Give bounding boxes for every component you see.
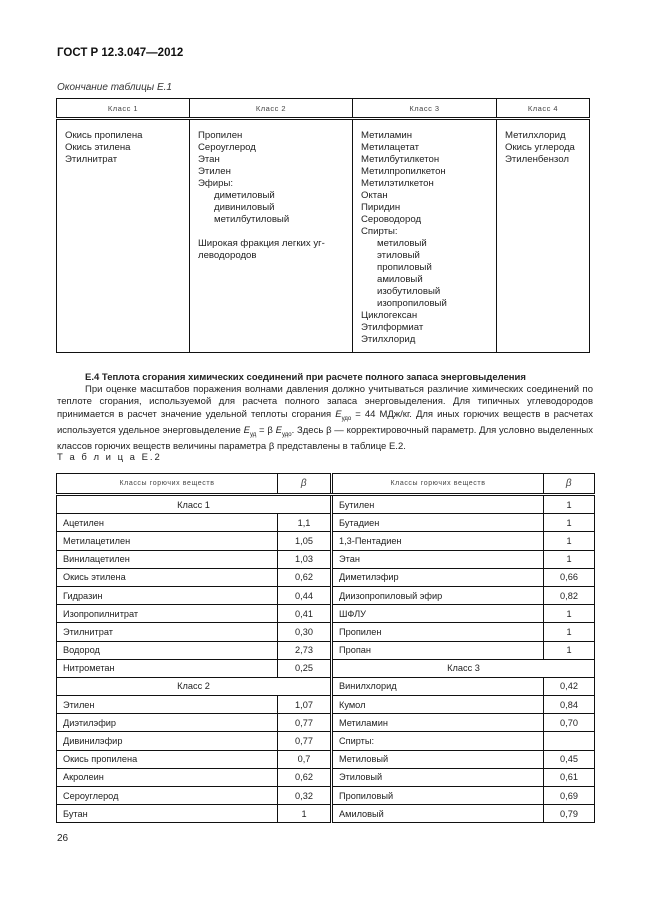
text: . Здесь β — корректировочный параметр. Для условно выделенных классов горючих веществ величины параметра β представлены в таблице Е.2. bbox=[57, 424, 594, 452]
substance-name: Диизопропиловый эфир bbox=[332, 586, 544, 604]
substance-name: Винилацетилен bbox=[57, 550, 278, 568]
substance-name: Окись пропилена bbox=[57, 750, 278, 768]
beta-value: 1 bbox=[544, 550, 595, 568]
beta-value: 2,73 bbox=[278, 641, 332, 659]
substance-item: Окись этилена bbox=[65, 142, 131, 153]
substance-item: Метилбутилкетон bbox=[361, 154, 440, 165]
column-header: Класс 1 bbox=[57, 99, 190, 119]
table-row bbox=[57, 805, 595, 823]
substance-item: Эфиры: bbox=[198, 178, 234, 189]
substance-item: леводородов bbox=[198, 250, 257, 261]
beta-value: 1 bbox=[544, 623, 595, 641]
substance-item: Этиленбензол bbox=[505, 154, 569, 165]
substance-item: Циклогексан bbox=[361, 310, 418, 321]
section-paragraph bbox=[57, 384, 593, 453]
page-number: 26 bbox=[57, 833, 69, 844]
substance-name: Этиловый bbox=[332, 768, 544, 786]
substance-item: изобутиловый bbox=[377, 286, 441, 297]
substance-item: метилбутиловый bbox=[214, 214, 290, 225]
subscript: удо bbox=[281, 431, 292, 438]
beta-value: 0,82 bbox=[544, 586, 595, 604]
beta-value: 0,69 bbox=[544, 787, 595, 805]
substance-name: Пропан bbox=[332, 641, 544, 659]
substance-name: Спирты: bbox=[332, 732, 544, 750]
table-row bbox=[57, 495, 595, 514]
table-row bbox=[57, 605, 595, 623]
column-header: β bbox=[544, 474, 595, 495]
substance-name: Метиловый bbox=[332, 750, 544, 768]
table-e1 bbox=[56, 98, 590, 353]
table-row bbox=[57, 677, 595, 695]
text: = 44 МДж/кг. Для иных горючих веществ в расчетах используется удельное энерговыделение bbox=[57, 408, 593, 436]
symbol: E bbox=[275, 424, 282, 436]
column-header: Классы горючих веществ bbox=[57, 474, 278, 495]
substance-item: Октан bbox=[361, 190, 388, 201]
table-row bbox=[57, 514, 595, 532]
beta-value: 0,84 bbox=[544, 696, 595, 714]
beta-value: 1,03 bbox=[278, 550, 332, 568]
text: = β bbox=[256, 424, 276, 436]
symbol: E bbox=[243, 424, 250, 436]
beta-value: 0,70 bbox=[544, 714, 595, 732]
beta-value: 1,07 bbox=[278, 696, 332, 714]
substance-item: Этан bbox=[198, 154, 220, 165]
beta-value: 1,05 bbox=[278, 532, 332, 550]
beta-value: 0,45 bbox=[544, 750, 595, 768]
substance-item: Этилнитрат bbox=[65, 154, 118, 165]
substance-name: Изопропилнитрат bbox=[57, 605, 278, 623]
substance-item: Окись углерода bbox=[505, 142, 575, 153]
column-header: Классы горючих веществ bbox=[332, 474, 544, 495]
beta-value: 0,77 bbox=[278, 714, 332, 732]
column-header: Класс 3 bbox=[353, 99, 497, 119]
substance-item: метиловый bbox=[377, 238, 427, 249]
table-row bbox=[57, 568, 595, 586]
table-row bbox=[57, 641, 595, 659]
beta-value: 0,62 bbox=[278, 568, 332, 586]
substance-name: Пропиловый bbox=[332, 787, 544, 805]
substance-item: дивиниловый bbox=[214, 202, 275, 213]
substance-item: Метилхлорид bbox=[505, 130, 566, 141]
substance-item: пропиловый bbox=[377, 262, 432, 273]
substance-item: диметиловый bbox=[214, 190, 275, 201]
section-heading: Е.4 Теплота сгорания химических соединений при расчете полного запаса энерговыделения bbox=[85, 372, 526, 383]
substance-name: Этан bbox=[332, 550, 544, 568]
beta-value: 1 bbox=[544, 532, 595, 550]
subscript: удо bbox=[341, 415, 352, 422]
subscript: уд bbox=[249, 431, 257, 438]
beta-value: 1 bbox=[544, 495, 595, 514]
substance-name: Диэтилэфир bbox=[57, 714, 278, 732]
substance-item bbox=[198, 226, 352, 238]
beta-value: 0,44 bbox=[278, 586, 332, 604]
substance-item: Пиридин bbox=[361, 202, 401, 213]
substance-name: Окись этилена bbox=[57, 568, 278, 586]
document-header: ГОСТ Р 12.3.047—2012 bbox=[57, 47, 184, 59]
column-header: Класс 2 bbox=[190, 99, 353, 119]
substance-item: Метиламин bbox=[361, 130, 413, 141]
beta-value: 0,79 bbox=[544, 805, 595, 823]
substance-name: Ацетилен bbox=[57, 514, 278, 532]
substance-item: Окись пропилена bbox=[65, 130, 143, 141]
beta-value: 0,61 bbox=[544, 768, 595, 786]
substance-name: Гидразин bbox=[57, 586, 278, 604]
beta-value: 1 bbox=[544, 514, 595, 532]
column-header: β bbox=[278, 474, 332, 495]
table-row bbox=[57, 550, 595, 568]
substance-name: 1,3-Пентадиен bbox=[332, 532, 544, 550]
symbol: E bbox=[335, 408, 342, 420]
substance-item: изопропиловый bbox=[377, 298, 447, 309]
substance-item: Сероуглерод bbox=[198, 142, 256, 153]
beta-value: 0,25 bbox=[278, 659, 332, 677]
beta-value: 0,42 bbox=[544, 677, 595, 695]
substance-name: ШФЛУ bbox=[332, 605, 544, 623]
substance-name: Этилнитрат bbox=[57, 623, 278, 641]
table-row bbox=[57, 750, 595, 768]
beta-value: 1 bbox=[278, 805, 332, 823]
table-row bbox=[57, 659, 595, 677]
substance-item: Пропилен bbox=[198, 130, 243, 141]
table-row bbox=[57, 532, 595, 550]
substance-name: Дивинилэфир bbox=[57, 732, 278, 750]
substance-name: Метиламин bbox=[332, 714, 544, 732]
substance-item: амиловый bbox=[377, 274, 423, 285]
table-e2 bbox=[56, 473, 595, 823]
substance-name: Бутан bbox=[57, 805, 278, 823]
substance-name: Пропилен bbox=[332, 623, 544, 641]
beta-value bbox=[544, 732, 595, 750]
table-cell bbox=[353, 119, 497, 353]
table-e1-caption: Окончание таблицы Е.1 bbox=[57, 82, 172, 93]
class-heading: Класс 1 bbox=[57, 495, 332, 514]
beta-value: 1,1 bbox=[278, 514, 332, 532]
substance-name: Диметилэфир bbox=[332, 568, 544, 586]
class-heading: Класс 3 bbox=[332, 659, 595, 677]
substance-item: Этилформиат bbox=[361, 322, 424, 333]
substance-item: Широкая фракция легких уг- bbox=[198, 238, 325, 249]
substance-name: Водород bbox=[57, 641, 278, 659]
substance-name: Этилен bbox=[57, 696, 278, 714]
table-cell bbox=[497, 119, 590, 353]
substance-item: Сероводород bbox=[361, 214, 422, 225]
substance-item: Метилацетат bbox=[361, 142, 420, 153]
substance-item: Метилэтилкетон bbox=[361, 178, 434, 189]
table-row bbox=[57, 732, 595, 750]
beta-value: 0,30 bbox=[278, 623, 332, 641]
table-row bbox=[57, 623, 595, 641]
beta-value: 0,62 bbox=[278, 768, 332, 786]
substance-name: Винилхлорид bbox=[332, 677, 544, 695]
substance-name: Акролеин bbox=[57, 768, 278, 786]
class-heading: Класс 2 bbox=[57, 677, 332, 695]
section-e4 bbox=[57, 372, 593, 453]
substance-name: Сероуглерод bbox=[57, 787, 278, 805]
substance-name: Бутилен bbox=[332, 495, 544, 514]
table-row bbox=[57, 586, 595, 604]
table-cell bbox=[190, 119, 353, 353]
substance-name: Нитрометан bbox=[57, 659, 278, 677]
substance-item: Этилхлорид bbox=[361, 334, 416, 345]
table-row bbox=[57, 768, 595, 786]
beta-value: 0,7 bbox=[278, 750, 332, 768]
table-row bbox=[57, 714, 595, 732]
substance-item: Метилпропилкетон bbox=[361, 166, 446, 177]
table-cell bbox=[57, 119, 190, 353]
substance-item: Спирты: bbox=[361, 226, 398, 237]
table-row bbox=[57, 696, 595, 714]
beta-value: 1 bbox=[544, 605, 595, 623]
substance-name: Метилацетилен bbox=[57, 532, 278, 550]
substance-name: Бутадиен bbox=[332, 514, 544, 532]
substance-item: Этилен bbox=[198, 166, 231, 177]
beta-value: 1 bbox=[544, 641, 595, 659]
beta-value: 0,66 bbox=[544, 568, 595, 586]
beta-value: 0,77 bbox=[278, 732, 332, 750]
beta-value: 0,32 bbox=[278, 787, 332, 805]
text: При оценке масштабов поражения волнами давления должно учитываться различие химических соединений по теплоте сгорания, используемой для расчета полного запаса энерговыделения. Для типичных углеводородов принимается в расчет значение удельной теплоты сгорания bbox=[57, 384, 593, 420]
substance-item: этиловый bbox=[377, 250, 420, 261]
substance-name: Амиловый bbox=[332, 805, 544, 823]
table-row bbox=[57, 787, 595, 805]
table-e2-caption: Т а б л и ц а Е.2 bbox=[57, 452, 162, 463]
beta-value: 0,41 bbox=[278, 605, 332, 623]
substance-name: Кумол bbox=[332, 696, 544, 714]
column-header: Класс 4 bbox=[497, 99, 590, 119]
